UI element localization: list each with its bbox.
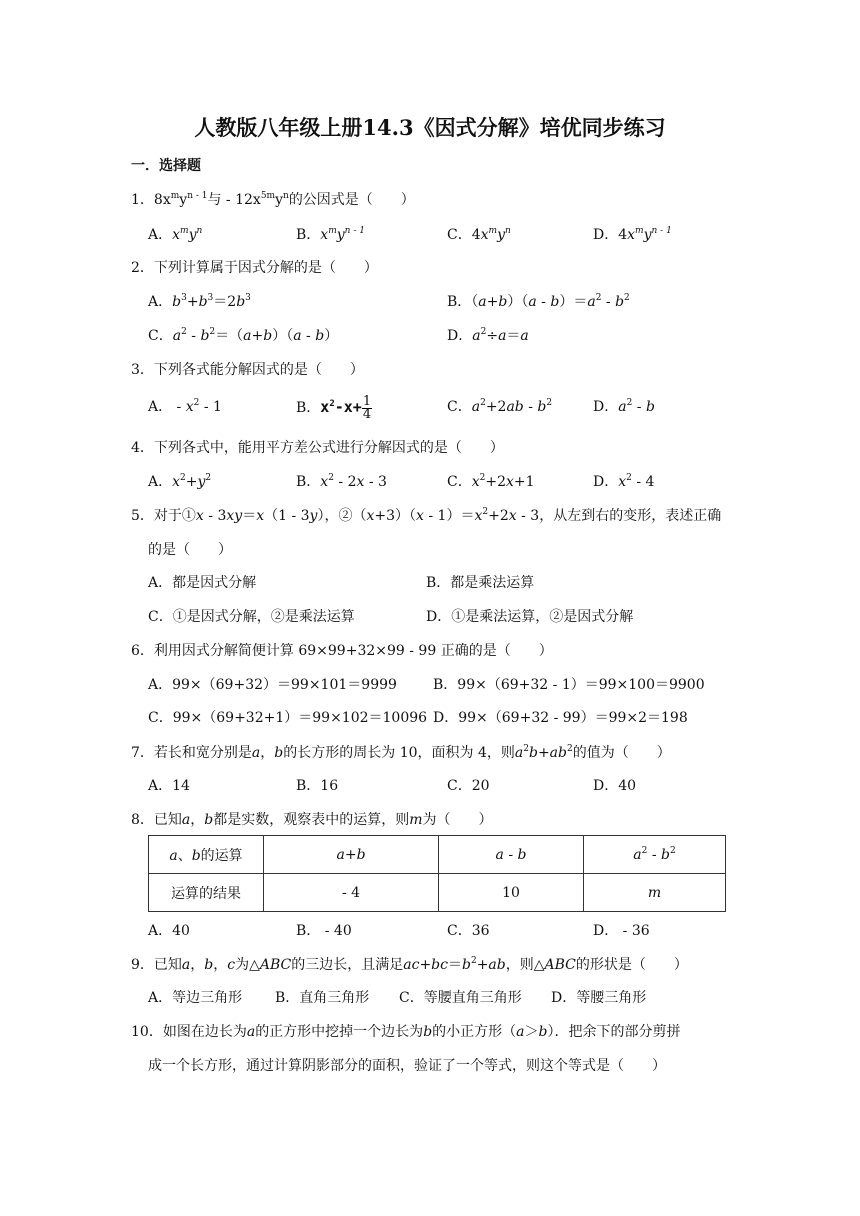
- math-variable: a: [495, 846, 504, 863]
- table-row: [149, 874, 726, 912]
- math-variable: m: [409, 812, 423, 828]
- math-variable: a: [514, 745, 524, 761]
- math-variable: x: [172, 474, 181, 490]
- math-variable: a: [471, 399, 481, 415]
- math-variable: b: [172, 294, 182, 310]
- superscript: m: [488, 226, 498, 236]
- question-8-option-a[interactable]: A．40: [148, 923, 190, 939]
- question-8-option-b[interactable]: B． - 40: [296, 923, 352, 939]
- question-5-option-c[interactable]: C．①是因式分解，②是乘法运算: [148, 609, 355, 625]
- table-cell: 10: [439, 874, 584, 912]
- question-8-stem: 8．已知a，b都是实数，观察表中的运算，则m为（ ）: [131, 812, 493, 828]
- superscript: 2: [193, 398, 200, 408]
- question-5-stem-continued: 的是（ ）: [148, 542, 232, 558]
- math-variable: ab: [506, 399, 524, 415]
- question-4-option-d[interactable]: D．$x^2 - 4$: [593, 473, 655, 490]
- table-cell: 运算的结果: [149, 874, 264, 912]
- math-variable: ABC: [544, 957, 576, 973]
- superscript: 2: [641, 845, 648, 856]
- question-9-option-d[interactable]: D．等腰三角形: [551, 990, 647, 1006]
- math-variable: a: [251, 745, 261, 761]
- math-variable: m: [647, 884, 662, 901]
- question-7-option-b[interactable]: B．16: [296, 778, 339, 794]
- question-8-option-c[interactable]: C．36: [447, 923, 490, 939]
- math-variable: b: [356, 846, 366, 863]
- superscript: 2: [482, 507, 489, 517]
- table-row: [149, 836, 726, 874]
- math-variable: a: [181, 812, 191, 828]
- superscript: m: [635, 226, 644, 236]
- superscript: 5m: [260, 191, 276, 201]
- superscript: 3: [245, 293, 251, 303]
- math-variable: x: [508, 508, 517, 524]
- superscript: 3: [207, 293, 214, 303]
- question-8-option-d[interactable]: D． - 36: [593, 923, 650, 939]
- superscript: 2: [624, 293, 630, 303]
- question-1-option-b[interactable]: B．$x^my^{n - 1}$: [296, 226, 365, 243]
- superscript: n - 1: [344, 226, 365, 236]
- superscript: 2: [181, 327, 187, 337]
- math-variable: b: [550, 294, 560, 310]
- math-variable: a: [633, 846, 642, 863]
- table-cell: $a^2 - b^2$: [584, 836, 726, 874]
- question-4-stem: 4．下列各式中，能用平方差公式进行分解因式的是（ ）: [131, 440, 504, 456]
- superscript: 2: [205, 473, 212, 483]
- math-variable: b: [204, 957, 214, 973]
- superscript: 2: [470, 956, 477, 966]
- superscript: n - 1: [187, 191, 208, 201]
- table-cell: - 4: [264, 874, 439, 912]
- superscript: 2: [626, 398, 633, 408]
- superscript: 2: [180, 473, 186, 483]
- math-variable: x: [356, 474, 365, 490]
- math-variable: x: [474, 508, 483, 524]
- math-variable: a: [169, 847, 178, 864]
- math-variable: x: [618, 474, 627, 490]
- math-variable: a: [478, 294, 487, 310]
- question-6-option-a[interactable]: A．99×（69+32）＝99×101＝9999: [148, 677, 397, 693]
- math-variable: a: [172, 328, 182, 344]
- math-variable: bc: [431, 957, 448, 973]
- question-2-stem: 2．下列计算属于因式分解的是（ ）: [131, 260, 378, 276]
- question-7-option-c[interactable]: C．20: [447, 778, 490, 794]
- question-5-option-d[interactable]: D．①是乘法运算，②是因式分解: [426, 609, 634, 625]
- superscript: 2: [566, 744, 573, 754]
- superscript: 2: [523, 744, 529, 754]
- math-variable: b: [198, 294, 208, 310]
- math-variable: $x^my^{n - 1}$: [320, 226, 365, 243]
- superscript: 2: [479, 473, 486, 483]
- superscript: n - 1: [651, 226, 672, 236]
- math-variable: $x^my^n$: [172, 226, 203, 243]
- fraction-denominator: 4: [362, 406, 372, 422]
- superscript: m: [170, 191, 180, 201]
- math-variable: b: [537, 399, 547, 415]
- math-variable: a: [243, 328, 252, 344]
- math-variable: b: [538, 1024, 548, 1040]
- fraction-numerator: 1: [362, 393, 372, 409]
- question-10-stem: 10．如图在边长为a的正方形中挖掉一个边长为b的小正方形（a＞b）．把余下的部分剪拼: [131, 1024, 681, 1040]
- question-5-option-b[interactable]: B．都是乘法运算: [426, 575, 535, 591]
- question-2-option-d[interactable]: D．$a^2\div a=a$: [447, 327, 529, 344]
- math-variable: a: [181, 957, 191, 973]
- operation-table: [148, 835, 726, 912]
- question-1-stem: 1．$8x^my^{n - 1}$与 - $12x^{5m}y^n$的公因式是（ ）: [131, 191, 415, 208]
- math-variable: x: [506, 474, 514, 490]
- question-9-stem: 9．已知a，b，c为△ABC的三边长，且满足$ac+bc=b^2+ab$，则△ABC的形状是（ ）: [131, 956, 688, 973]
- math-variable: a: [498, 328, 507, 344]
- math-variable: a: [246, 1024, 256, 1040]
- question-7-stem: 7．若长和宽分别是a，b的长方形的周长为 10，面积为 4，则$a^2b+ab^2$的值为（ ）: [131, 744, 671, 761]
- question-4-option-a[interactable]: A．$x^2+y^2$: [148, 473, 212, 490]
- math-variable: x: [416, 508, 424, 524]
- math-variable: b: [274, 745, 284, 761]
- question-1-option-a[interactable]: A．$x^my^n$: [148, 226, 203, 243]
- question-4-option-c[interactable]: C．$x^2+2x+1$: [447, 473, 535, 490]
- math-variable: b: [645, 399, 655, 415]
- math-variable: b: [200, 328, 210, 344]
- superscript: 2: [546, 398, 553, 408]
- math-variable: b: [191, 847, 201, 864]
- math-variable: y: [309, 508, 318, 524]
- superscript: 2: [595, 293, 602, 303]
- math-variable: ABC: [259, 957, 292, 973]
- math-variable: b: [236, 294, 246, 310]
- math-variable: b: [661, 846, 670, 863]
- question-7-option-a[interactable]: A．14: [148, 778, 190, 794]
- math-variable: b: [498, 294, 508, 310]
- question-3-option-d[interactable]: D．$a^2$ - b: [593, 398, 655, 415]
- math-variable: ac: [403, 957, 420, 973]
- superscript: 2: [209, 327, 216, 337]
- math-variable: a: [587, 294, 596, 310]
- question-4-option-b[interactable]: B．$x^2 - 2x - 3$: [296, 473, 387, 490]
- math-variable: ab: [488, 957, 506, 973]
- math-variable: b: [615, 294, 625, 310]
- question-9-option-b[interactable]: B．直角三角形: [275, 990, 370, 1006]
- superscript: 2: [329, 399, 335, 409]
- question-1-option-c[interactable]: C．$4x^my^n$: [447, 226, 511, 243]
- math-variable: $x^my^{n - 1}$: [627, 226, 672, 243]
- math-variable: $x^my^n$: [480, 226, 511, 243]
- math-variable: b: [423, 1024, 433, 1040]
- table-cell: a - b: [439, 836, 584, 874]
- page-title: 人教版八年级上册14.3《因式分解》培优同步练习: [194, 115, 666, 140]
- table-cell: a+b: [264, 836, 439, 874]
- question-9-option-c[interactable]: C．等腰直角三角形: [399, 990, 522, 1006]
- math-variable: ab: [549, 745, 567, 761]
- superscript: n: [283, 191, 289, 201]
- math-variable: a: [336, 846, 345, 863]
- math-variable: b: [204, 812, 214, 828]
- question-3-option-c[interactable]: C．$a^2+2ab - b^2$: [447, 398, 553, 415]
- superscript: 2: [626, 473, 632, 483]
- math-variable: b: [263, 328, 273, 344]
- math-variable: b: [461, 957, 471, 973]
- question-2-option-a[interactable]: A．$b^3+b^3=2b^3$: [148, 293, 251, 310]
- question-5-option-a[interactable]: A．都是因式分解: [148, 575, 257, 591]
- math-variable: x: [471, 474, 480, 490]
- superscript: 2: [480, 398, 486, 408]
- superscript: m: [180, 226, 189, 236]
- math-variable: x: [195, 508, 204, 524]
- superscript: 3: [181, 293, 187, 303]
- math-variable: a: [618, 399, 627, 415]
- math-variable: a: [516, 1024, 525, 1040]
- question-9-option-a[interactable]: A．等边三角形: [148, 990, 243, 1006]
- question-1-option-d[interactable]: D．$4x^my^{n - 1}$: [593, 226, 672, 243]
- math-variable: b: [315, 328, 325, 344]
- option-b-label: B．: [296, 400, 321, 416]
- math-variable: x: [366, 508, 375, 524]
- option-b-fraction: [362, 393, 372, 422]
- math-variable: a: [520, 328, 529, 344]
- table-cell: a、b的运算: [149, 836, 264, 874]
- question-5-stem: 5．对于①x - 3xy＝x（1 - 3y），②（x+3）（x - $1)=x^2+2x - 3$，从左到右的变形，表述正确: [131, 507, 722, 524]
- option-b-expression: $x^2-x+$: [320, 398, 362, 416]
- question-3-option-a[interactable]: A． - $x^2 - 1$: [148, 398, 222, 415]
- superscript: n: [505, 226, 511, 236]
- question-7-option-d[interactable]: D．40: [593, 778, 637, 794]
- math-variable: x: [256, 508, 265, 524]
- question-6-option-d[interactable]: D．99×（69+32 - 99）＝99×2＝198: [433, 710, 688, 726]
- question-3-option-b[interactable]: [296, 387, 372, 428]
- question-2-option-c[interactable]: C．$a^2 - b^2=(a+b)(a - b)$: [148, 327, 339, 344]
- question-10-stem-continued: 成一个长方形，通过计算阴影部分的面积，验证了一个等式，则这个等式是（ ）: [148, 1058, 666, 1074]
- superscript: 2: [328, 473, 334, 483]
- math-variable: b: [528, 745, 538, 761]
- question-6-option-c[interactable]: C．99×（69+32+1）＝99×102＝10096: [148, 710, 428, 726]
- question-6-stem: 6．利用因式分解简便计算 69×99+32×99 - 99 正确的是（ ）: [131, 643, 553, 659]
- math-variable: x: [320, 474, 329, 490]
- math-variable: xy: [226, 508, 243, 524]
- superscript: 2: [480, 327, 487, 337]
- superscript: m: [328, 226, 337, 236]
- math-variable: x: [185, 399, 194, 415]
- table-cell: [584, 874, 726, 912]
- math-variable: y: [197, 474, 206, 490]
- question-3-stem: 3．下列各式能分解因式的是（ ）: [131, 362, 364, 378]
- superscript: 2: [669, 845, 676, 856]
- math-variable: a: [472, 328, 481, 344]
- math-variable: a: [528, 294, 537, 310]
- math-variable: b: [517, 846, 527, 863]
- question-2-option-b[interactable]: B．$(a+b)(a - b)=a^2 - b^2$: [447, 293, 630, 310]
- question-6-option-b[interactable]: B．99×（69+32 - 1）＝99×100＝9900: [433, 677, 705, 693]
- superscript: n: [196, 226, 203, 236]
- math-variable: a: [293, 328, 302, 344]
- math-variable: c: [227, 957, 236, 973]
- section-heading: 一．选择题: [131, 158, 201, 174]
